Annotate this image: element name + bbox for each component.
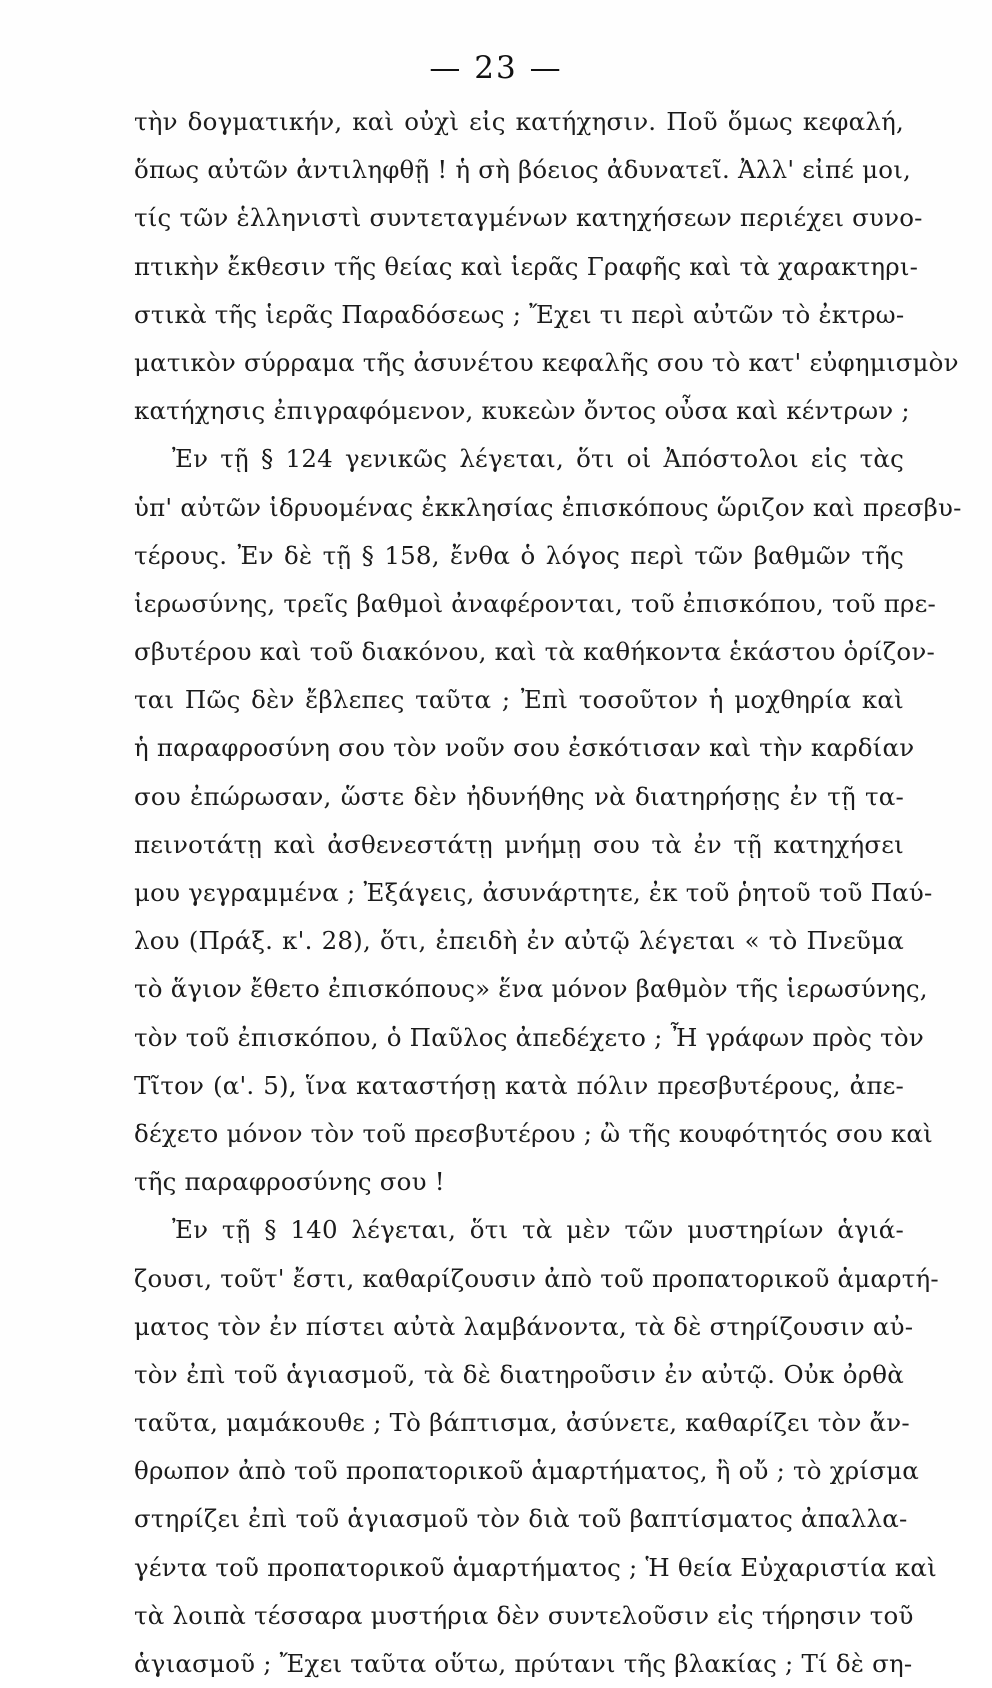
text-line: τὰ λοιπὰ τέσσαρα μυστήρια δὲν συντελοῦσιν εἰς τήρησιν τοῦ	[134, 1600, 914, 1630]
text-line: ἁγιασμοῦ ; Ἔχει ταῦτα οὕτω, πρύτανι τῆς βλακίας ; Τί δὲ ση-	[134, 1649, 913, 1678]
text-line: κατήχησις ἐπιγραφόμενον, κυκεὼν ὄντος οὖσα καὶ κέντρων ;	[134, 396, 910, 426]
text-line: στικὰ τῆς ἱερᾶς Παραδόσεως ; Ἔχει τι περὶ αὐτῶν τὸ ἐκτρω-	[134, 299, 905, 329]
text-line: σου ἐπώρωσαν, ὥστε δὲν ἠδυνήθης νὰ διατηρήσῃς ἐν τῇ τα-	[134, 781, 904, 811]
text-line: θρωπον ἀπὸ τοῦ προπατορικοῦ ἁμαρτήματος, ἢ οὔ ; τὸ χρίσμα	[134, 1456, 919, 1486]
text-line: τὸν τοῦ ἐπισκόπου, ὁ Παῦλος ἀπεδέχετο ; Ἦ γράφων πρὸς τὸν	[134, 1022, 924, 1052]
text-line: ματος τὸν ἐν πίστει αὐτὰ λαμβάνοντα, τὰ δὲ στηρίζουσιν αὐ-	[134, 1311, 914, 1341]
paragraph-start-line: Ἐν τῇ § 124 γενικῶς λέγεται, ὅτι οἱ Ἀπόστολοι εἰς τὰς	[172, 444, 904, 474]
text-line: τὴν δογματικήν, καὶ οὐχὶ εἰς κατήχησιν. Ποῦ ὅμως κεφαλή,	[134, 107, 904, 136]
text-line: τὸ ἅγιον ἔθετο ἐπισκόπους» ἕνα μόνον βαθμὸν τῆς ἱερωσύνης,	[134, 974, 928, 1004]
text-line: ὅπως αὐτῶν ἀντιληφθῇ ! ἡ σὴ βόειος ἀδυνατεῖ. Ἀλλ' εἰπέ μοι,	[134, 155, 912, 185]
text-line: πτικὴν ἔκθεσιν τῆς θείας καὶ ἱερᾶς Γραφῆς καὶ τὰ χαρακτηρι-	[134, 251, 919, 281]
text-line: τὸν ἐπὶ τοῦ ἁγιασμοῦ, τὰ δὲ διατηροῦσιν ἐν αὐτῷ. Οὐκ ὀρθὰ	[134, 1359, 904, 1389]
text-line: σβυτέρου καὶ τοῦ διακόνου, καὶ τὰ καθήκοντα ἑκάστου ὁρίζον-	[134, 637, 935, 667]
text-line: ταῦτα, μαμάκουθε ; Τὸ βάπτισμα, ἀσύνετε, καθαρίζει τὸν ἄν-	[134, 1408, 910, 1438]
text-line: ζουσι, τοῦτ' ἔστι, καθαρίζουσιν ἀπὸ τοῦ προπατορικοῦ ἁμαρτή-	[134, 1263, 939, 1293]
text-line: μου γεγραμμένα ; Ἐξάγεις, ἀσυνάρτητε, ἐκ τοῦ ῥητοῦ τοῦ Παύ-	[134, 878, 933, 907]
text-line: πεινοτάτῃ καὶ ἀσθενεστάτῃ μνήμῃ σου τὰ ἐν τῇ κατηχήσει	[134, 829, 904, 859]
text-line: τίς τῶν ἑλληνιστὶ συντεταγμένων κατηχήσεων περιέχει συνο-	[134, 203, 923, 233]
paragraph-start-line: Ἐν τῇ § 140 λέγεται, ὅτι τὰ μὲν τῶν μυστηρίων ἁγιά-	[172, 1215, 904, 1245]
page-number: — 23 —	[429, 50, 563, 86]
body-text	[134, 98, 962, 1688]
text-line: λου (Πράξ. κ'. 28), ὅτι, ἐπειδὴ ἐν αὐτῷ λέγεται « τὸ Πνεῦμα	[134, 926, 904, 956]
text-line: ὑπ' αὐτῶν ἱδρυομένας ἐκκλησίας ἐπισκόπους ὥριζον καὶ πρεσβυ-	[134, 492, 962, 522]
text-line: ἱερωσύνης, τρεῖς βαθμοὶ ἀναφέρονται, τοῦ ἐπισκόπου, τοῦ πρε-	[134, 588, 937, 618]
text-line: Τῖτον (α'. 5), ἵνα καταστήσῃ κατὰ πόλιν πρεσβυτέρους, ἀπε-	[134, 1070, 904, 1100]
text-line: τῆς παραφροσύνης σου !	[134, 1167, 445, 1197]
text-line: δέχετο μόνον τὸν τοῦ πρεσβυτέρου ; ὢ τῆς κουφότητός σου καὶ	[134, 1118, 933, 1148]
text-line: ματικὸν σύρραμα τῆς ἀσυνέτου κεφαλῆς σου τὸ κατ' εὐφημισμὸν	[134, 347, 959, 377]
text-line: ται Πῶς δὲν ἔβλεπες ταῦτα ; Ἐπὶ τοσοῦτον ἡ μοχθηρία καὶ	[134, 685, 904, 715]
text-line: στηρίζει ἐπὶ τοῦ ἁγιασμοῦ τὸν διὰ τοῦ βαπτίσματος ἀπαλλα-	[134, 1504, 908, 1534]
text-line: γέντα τοῦ προπατορικοῦ ἁμαρτήματος ; Ἡ θεία Εὐχαριστία καὶ	[134, 1552, 937, 1582]
text-line: ἡ παραφροσύνη σου τὸν νοῦν σου ἐσκότισαν καὶ τὴν καρδίαν	[134, 733, 915, 763]
text-line: τέρους. Ἐν δὲ τῇ § 158, ἔνθα ὁ λόγος περὶ τῶν βαθμῶν τῆς	[134, 540, 904, 570]
